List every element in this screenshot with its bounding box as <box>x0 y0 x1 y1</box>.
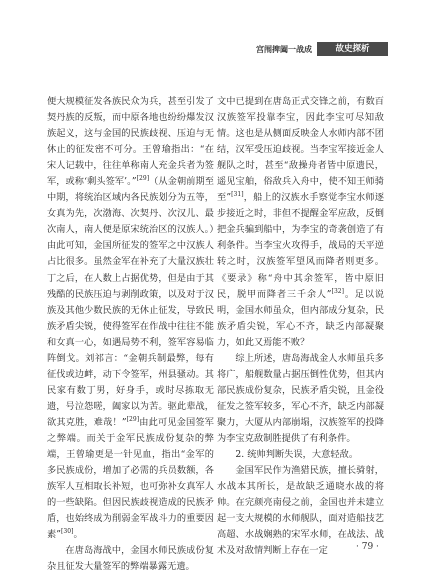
text-run: 由此可见金国签军之弊端。而关于金军民族成份复杂的弊端，王曾瑜更是一针见血，指出“金军的多民族成份，增加了必需的兵员数额，各族军人互相取长补短，也可弥补女真军人的一些缺陷。但因民族歧视造成的民族矛盾，也始终成为削弱金军战斗力的重要因素” <box>47 416 214 541</box>
section-subheading: 2. 统帅判断失误，大意轻敌。 <box>235 449 359 461</box>
left-text-column <box>47 94 214 575</box>
left-paragraph <box>47 94 214 543</box>
page-number: · 79 · <box>356 542 379 552</box>
footnote-ref: [29] <box>126 415 140 423</box>
footnote-ref: [31] <box>231 191 244 199</box>
right-paragraph: 综上所述，唐岛海战金人水师虽兵多将广，船舰数量占据压倒性优势，但其内部民族成份复杂，民族矛盾尖锐，且金役征发之签军较多，军心不齐，缺乏内部凝聚力，大厦从内部崩塌，汉族签军的投降为李宝克敌制胜提供了有利条件。 <box>217 352 384 444</box>
header-column-badge: 故史探析 <box>317 42 388 56</box>
footnote-ref: [32] <box>331 287 345 295</box>
text-run: 。 <box>73 529 83 541</box>
running-header <box>256 42 388 56</box>
right-text-column <box>217 94 384 559</box>
footnote-ref: [30] <box>60 528 74 536</box>
text-run: ，船上的汉族水手察觉李宝水师逐步接近之时，非但不提醒金军应敌，反倒把金兵骗到船中，为李宝的奇袭创造了有利条件。当李宝火攻得手，战局的天平逆转之时，汉族签军望风而降者则更多。《要录》称“舟中其余签军，皆中原旧民，脱甲而降者三千余人” <box>217 192 385 300</box>
left-paragraph: 在唐岛海战中，金国水师民族成份复杂且征发大量签军的弊端暴露无遗。 <box>47 545 214 573</box>
text-run: 便大规模征发各族民众为兵，甚至引发了契丹族的反叛，而中原各地也纷纷爆发汉族起义，这与金国的民族歧视、压迫与无休止的征发密不可分。王曾瑜指出：“在宋人记载中，往往单称南人充金兵者为签军，或称‘剩头签军’。” <box>47 96 214 188</box>
footnote-ref: [29] <box>136 175 150 183</box>
right-paragraph: 金国军民作为渔猎民族，擅长骑射，水战本其所长，是故缺乏通晓水战的将帅。在完颜亮南侵之前，金国也并未建立起一支大规模的水师舰队，面对造船技艺高超、水战娴熟的宋军水师，在战法、战术及对敌情判断上存在一定 <box>217 465 384 557</box>
text-run: 。足以说明，金国水师虽众，但内部成分复杂，民族矛盾尖锐，军心不齐，缺乏内部凝聚力，如此又焉能不败？ <box>217 288 385 348</box>
header-series-title: 宫闱捭阖一战成 <box>256 44 312 54</box>
text-run: （从金朝前期至中期，将统治区域内各民族划分为五等，女真为先，次渤海、次契丹、次汉儿、最次南人，南人便是原宋统治区的汉族人。）由此可知，金国所征发的签军之中汉族人占比很多。虽然金军在补充了大量汉族壮丁之后，在人数上占据优势，但是由于其残酷的民族压迫与剥削政策，以及对于汉族及其他少数民族的无休止征发，导致民族矛盾尖锐，使得签军在作战中往往不能和女真一心，如遇局势不利，签军容易临阵倒戈。刘祁言：“金朝兵制最弊，每有征伐或边衅，动下令签军，州县骚动。其民家有数丁男，好身手，或时尽拣取无遗，号泣怨嗟，阖家以为苦。驱此辈战，欲其克胜，难哉！” <box>47 176 214 428</box>
text-run: 文中已提到在唐岛正式交锋之前，有数百汉族签军投靠李宝，因此李宝可尽知敌情。这也是从侧面反映金人水师内部不团结，汉军受压迫歧视。当李宝军接近金人舰队之时，甚至“敌操舟者皆中原遗民，遥见宝舶，俗敌兵入舟中，使不知王师骑至” <box>217 96 384 204</box>
right-paragraph <box>217 94 384 351</box>
